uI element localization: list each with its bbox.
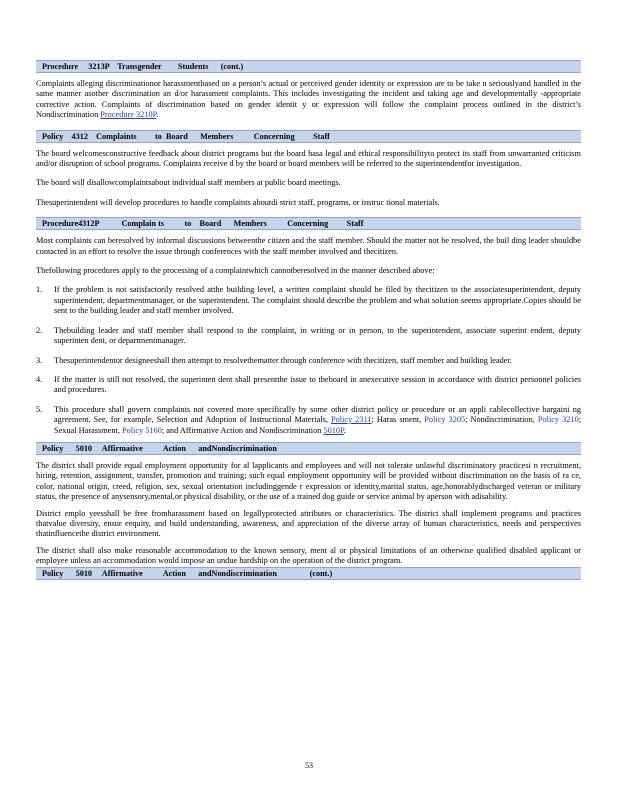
link-procedure-3210p[interactable]: Procedure 3210P [100,110,157,120]
link-policy-3205[interactable]: Policy 3205 [424,415,466,425]
link-policy-5160[interactable]: Policy 5160 [121,425,162,435]
link-policy-3210[interactable]: Policy 3210 [537,415,579,425]
paragraph-reasonable-accommodation: The district shall also make reasonable accommodation to the known sensory, ment al or physical limitations of an otherwise qualified disabled applicant or employee unless an accommodation would impose an undue hardship on the operation of the district program. [36,545,581,566]
link-5010p[interactable]: 5010P [323,425,344,435]
paragraph-following-procedures: Thefollowing procedures apply to the processing of a complaintwhich cannotberesolved in the manner described above: [36,266,435,276]
page-number: 53 [305,761,313,770]
document-page [36,60,581,580]
list-item: 1. If the problem is not satisfactorily resolved atthe building level, a written complaint should be filed by thecitizen to the associatesuperintendent, deputy superintendent, departmentmanager, or the superintendent. The complaint should describe the problem and what solution seems appropriate.Copies should be sent to the building leader and staff member involved. [36,285,581,316]
paragraph-equal-employment: The district shall provide equal employment opportunity for al lapplicants and employees and will not tolerate unlawful discriminatory practicesi n recruitment, hiring, retention, assignment, transfer, promotion and training; such equal employment opportunity will be provided without discrimination on the basis of ra ce, color, national origin, creed, religion, sex, sexual orientation includinggende r expression or identity,marital status, age,honorablydischarged veteran or military status, the presence of anysensory,mental,or physical disability, or the use of a trained dog guide or service animal by aperson with adisability. [36,460,581,502]
section-header-procedure-3213p: Procedure 3213P Transgender Students (cont.) [36,60,581,73]
section-header-procedure-4312p: Procedure4312P Complain ts to Board Members Concerning Staff [36,217,581,230]
paragraph-board-feedback: The board welcomesconstructive feedback about district programs but the board hasa legal and ethical responsibilityto protect its staff from unwarranted criticism and/or disruption of school programs. Complaints receive d by the board or board members will be referred to the superintendentfor investigation. [36,148,581,169]
paragraph-informal-discussions: Most complaints can beresolved by informal discussions betweenthe citizen and the staff member. Should the matter not be resolved, the buil ding leader shouldbe contacted in an effort to resolve the issue through conferences with the staff member involved and thecitizen. [36,236,581,256]
section-header-policy-5010: Policy 5010 Affirmative Action andNondiscrimination [36,442,581,455]
paragraph-board-disallow: The board will disallowcomplaintsabout individual staff members at public board meetings. [36,178,341,188]
list-item: 3. Thesuperintendentor designeeshall then attempt to resolvethematter through conference with thecitizen, staff member and building leader. [36,355,512,365]
list-item: 5. This procedure shall govern complaints not covered more specifically by some other district policy or procedure or an appli cablecollective bargaini ng agreement. See, for example, Selection and Adoption of Instructional Materials, Policy 2311; Haras sment, Policy 3205; Nondiscrimination, Policy 3210; Sexual Harassment, Policy 5160; and Affirmative Action and Nondiscrimination 5010P. [36,404,582,435]
list-item: 2. Thebuilding leader and staff member shall respond to the complaint, in writing or in person, to the superintendent, associate superint endent, deputy superinten dent, or departmentmanager. [36,325,581,346]
list-item: 4. If the matter is still not resolved, the superinten dent shall presentthe issue to theboard in anexecutive session in accordance with district personnel policies and procedures. [36,374,581,395]
link-policy-2311[interactable]: Policy 2311 [331,415,372,425]
section-header-policy-5010-cont: Policy 5010 Affirmative Action andNondiscrimination (cont.) [36,567,581,580]
paragraph-superintendent-procedures: Thesuperintendent will develop procedures to handle complaints aboutdi strict staff, programs, or instruc tional materials. [36,197,440,207]
section-header-policy-4312: Policy 4312 Complaints to Board Members Concerning Staff [36,130,581,143]
paragraph-harassment-free: District emplo yeesshall be free fromharassment based on legallyprotected attributes or characteristics. The district shall implement programs and practices thatvalue diversity, ensur eequity, and build understanding, awareness, and appreciation of the diverse array of human characteristics, needs and perspectives thatinfluencethe district environment. [36,508,581,539]
procedure-list [36,285,581,435]
paragraph-transgender-complaints: Complaints alleging discriminationor harassmentbased on a person’s actual or perceived gender identity or expression are to be take n seriouslyand handled in the same manner asother discrimination an d/or harassment complaints. This includes investigating the incident and taking age and developmentally -appropriate corrective action. Complaints of discrimination based on gender identit y or expression will follow the complaint process outlined in the district’s Nondiscrimination Procedure 3210P. [36,79,581,120]
